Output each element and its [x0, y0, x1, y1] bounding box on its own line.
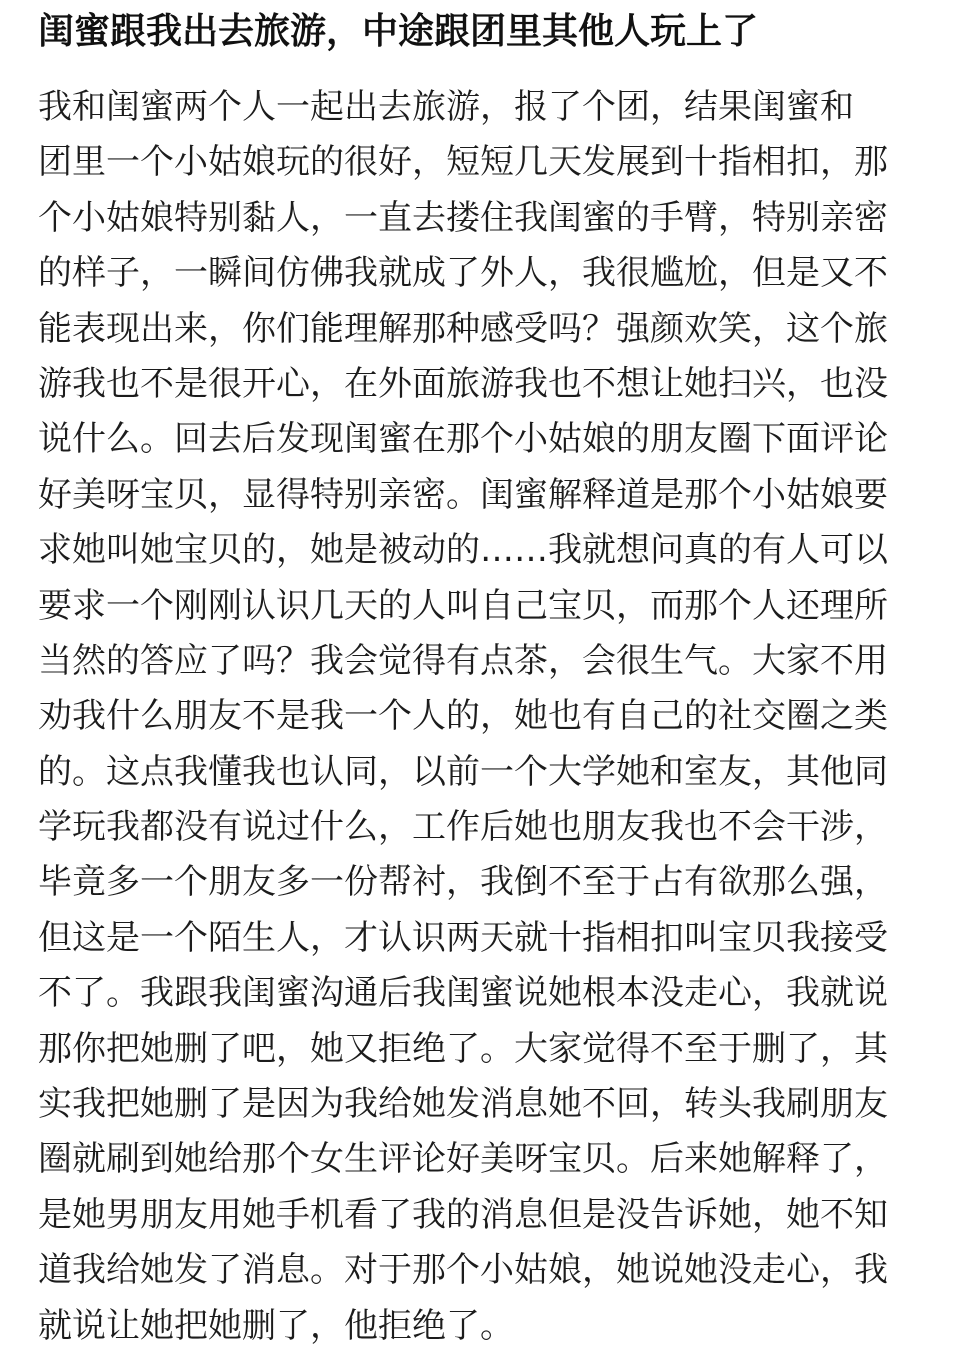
- body-line: 好美呀宝贝，显得特别亲密。闺蜜解释道是那个小姑娘要: [38, 474, 888, 515]
- body-line: 圈就刷到她给那个女生评论好美呀宝贝。后来她解释了，: [38, 1139, 888, 1180]
- body-line: 实我把她删了是因为我给她发消息她不回，转头我刷朋友: [38, 1084, 888, 1125]
- body-line: 游我也不是很开心，在外面旅游我也不想让她扫兴，也没: [38, 363, 888, 404]
- body-line: 求她叫她宝贝的，她是被动的……我就想问真的有人可以: [38, 530, 888, 571]
- post-body: [38, 80, 938, 1354]
- body-line: 我和闺蜜两个人一起出去旅游，报了个团，结果闺蜜和: [38, 87, 854, 127]
- body-line: 说什么。回去后发现闺蜜在那个小姑娘的朋友圈下面评论: [38, 419, 888, 460]
- body-line: 劝我什么朋友不是我一个人的，她也有自己的社交圈之类: [38, 696, 888, 737]
- body-line: 但这是一个陌生人，才认识两天就十指相扣叫宝贝我接受: [38, 917, 888, 958]
- body-line: 毕竟多一个朋友多一份帮衬，我倒不至于占有欲那么强，: [38, 862, 888, 903]
- post: [38, 0, 938, 1354]
- post-title: 闺蜜跟我出去旅游，中途跟团里其他人玩上了: [38, 11, 759, 52]
- body-line: 道我给她发了消息。对于那个小姑娘，她说她没走心，我: [38, 1250, 888, 1291]
- body-line: 学玩我都没有说过什么，工作后她也朋友我也不会干涉，: [38, 807, 888, 848]
- body-line: 能表现出来，你们能理解那种感受吗？强颜欢笑，这个旅: [38, 308, 888, 349]
- body-line: 是她男朋友用她手机看了我的消息但是没告诉她，她不知: [38, 1194, 888, 1235]
- body-line: 团里一个小姑娘玩的很好，短短几天发展到十指相扣，那: [38, 142, 888, 183]
- body-line: 不了。我跟我闺蜜沟通后我闺蜜说她根本没走心，我就说: [38, 973, 888, 1014]
- body-line: 就说让她把她删了，他拒绝了。: [38, 1305, 514, 1346]
- body-line: 个小姑娘特别黏人，一直去搂住我闺蜜的手臂，特别亲密: [38, 197, 888, 238]
- body-line: 那你把她删了吧，她又拒绝了。大家觉得不至于删了，其: [38, 1028, 888, 1069]
- body-line: 要求一个刚刚认识几天的人叫自己宝贝，而那个人还理所: [38, 585, 888, 626]
- body-line: 的。这点我懂我也认同，以前一个大学她和室友，其他同: [38, 751, 888, 792]
- body-line: 当然的答应了吗？我会觉得有点茶，会很生气。大家不用: [38, 640, 888, 681]
- body-line: 的样子，一瞬间仿佛我就成了外人，我很尴尬，但是又不: [38, 253, 888, 294]
